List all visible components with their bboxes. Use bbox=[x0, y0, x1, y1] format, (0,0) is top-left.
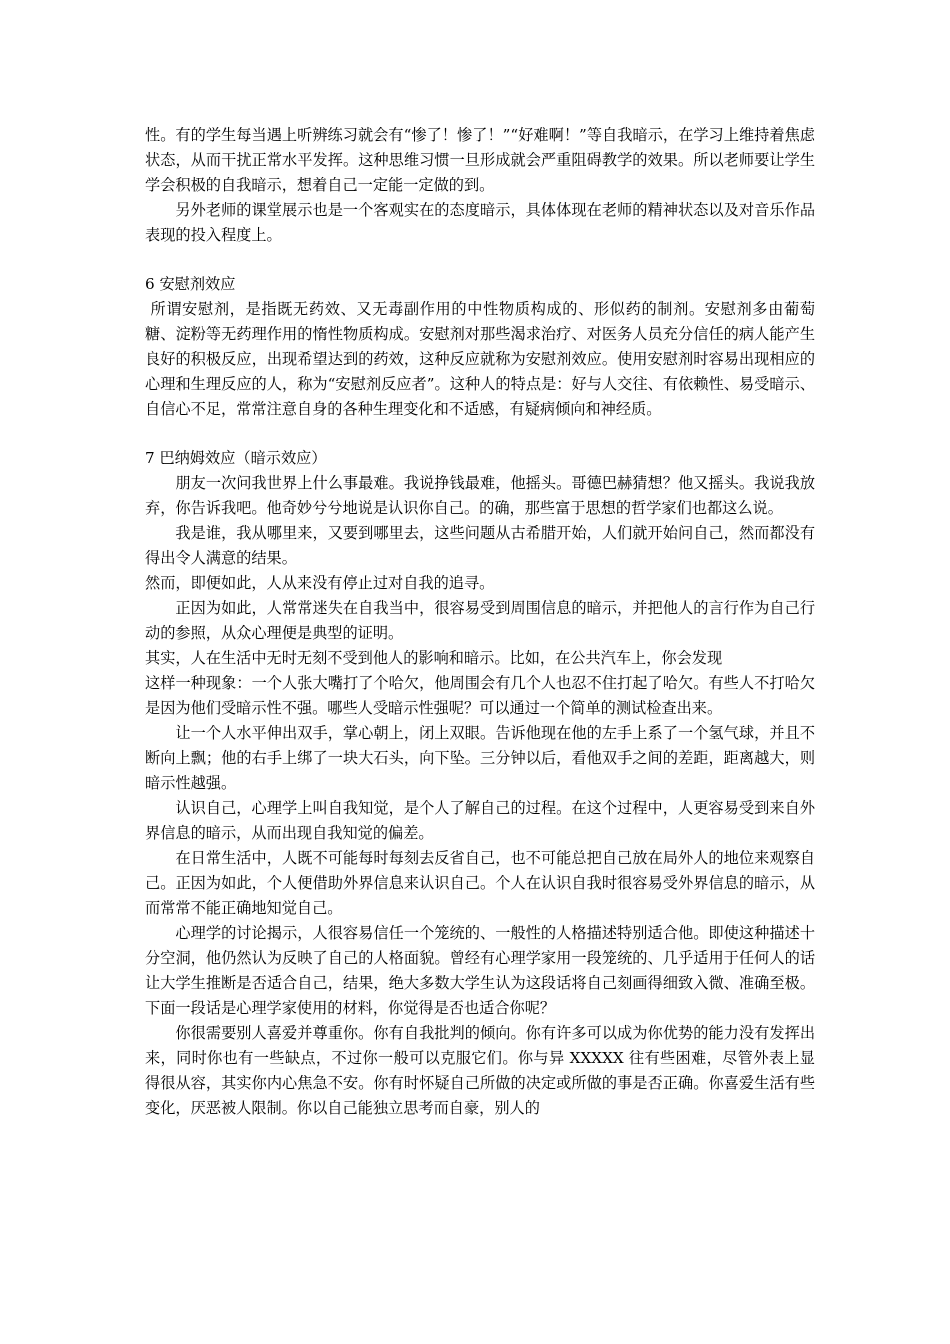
document-page bbox=[145, 123, 815, 1121]
paragraph: 朋友一次问我世界上什么事最难。我说挣钱最难，他摇头。哥德巴赫猜想？他又摇头。我说我放弃，你告诉我吧。他奇妙兮兮地说是认识你自己。的确，那些富于思想的哲学家们也都这么说。 bbox=[145, 474, 815, 517]
paragraph: 认识自己，心理学上叫自我知觉，是个人了解自己的过程。在这个过程中，人更容易受到来自外界信息的暗示，从而出现自我知觉的偏差。 bbox=[145, 799, 815, 842]
paragraph: 心理学的讨论揭示，人很容易信任一个笼统的、一般性的人格描述特别适合他。即使这种描述十分空洞，他仍然认为反映了自己的人格面貌。曾经有心理学家用一段笼统的、几乎适用于任何人的话让大学生推断是否适合自己，结果，绝大多数大学生认为这段话将自己刻画得细致入微、准确至极。下面一段话是心理学家使用的材料，你觉得是否也适合你呢？ bbox=[145, 924, 815, 1017]
paragraph: 你很需要别人喜爱并尊重你。你有自我批判的倾向。你有许多可以成为你优势的能力没有发挥出来，同时你也有一些缺点，不过你一般可以克服它们。你与异 XXXXX 往有些困难，尽管外表上显得很从容，其实你内心焦急不安。你有时怀疑自己所做的决定或所做的事是否正确。你喜爱生活有些变化，厌恶被人限制。你以自己能独立思考而自豪，别人的 bbox=[145, 1024, 815, 1117]
paragraph: 然而，即便如此，人从来没有停止过对自我的追寻。 bbox=[145, 574, 495, 592]
paragraph: 另外老师的课堂展示也是一个客观实在的态度暗示，具体体现在老师的精神状态以及对音乐作品表现的投入程度上。 bbox=[145, 201, 815, 244]
paragraph: 正因为如此，人常常迷失在自我当中，很容易受到周围信息的暗示，并把他人的言行作为自己行动的参照，从众心理便是典型的证明。 bbox=[145, 599, 815, 642]
section-heading: 7 巴纳姆效应（暗示效应） bbox=[145, 449, 327, 467]
section-heading: 6 安慰剂效应 bbox=[145, 275, 236, 293]
paragraph: 让一个人水平伸出双手，掌心朝上，闭上双眼。告诉他现在他的左手上系了一个氢气球，并且不断向上飘；他的右手上绑了一块大石头，向下坠。三分钟以后，看他双手之间的差距，距离越大，则暗示性越强。 bbox=[145, 724, 815, 792]
spacer bbox=[145, 422, 815, 446]
paragraph: 性。有的学生每当遇上听辨练习就会有“惨了！惨了！”“好难啊！”等自我暗示，在学习上维持着焦虑状态，从而干扰正常水平发挥。这种思维习惯一旦形成就会严重阻碍教学的效果。所以老师要让学生学会积极的自我暗示，想着自己一定能一定做的到。 bbox=[145, 126, 815, 194]
paragraph: 我是谁，我从哪里来，又要到哪里去，这些问题从古希腊开始，人们就开始问自己，然而都没有得出令人满意的结果。 bbox=[145, 524, 815, 567]
paragraph: 这样一种现象：一个人张大嘴打了个哈欠，他周围会有几个人也忍不住打起了哈欠。有些人不打哈欠是因为他们受暗示性不强。哪些人受暗示性强呢？可以通过一个简单的测试检查出来。 bbox=[145, 674, 815, 717]
paragraph: 所谓安慰剂，是指既无药效、又无毒副作用的中性物质构成的、形似药的制剂。安慰剂多由葡萄糖、淀粉等无药理作用的惰性物质构成。安慰剂对那些渴求治疗、对医务人员充分信任的病人能产生良好的积极反应，出现希望达到的药效，这种反应就称为安慰剂效应。使用安慰剂时容易出现相应的心理和生理反应的人，称为“安慰剂反应者”。这种人的特点是：好与人交往、有依赖性、易受暗示、自信心不足，常常注意自身的各种生理变化和不适感，有疑病倾向和神经质。 bbox=[145, 300, 816, 418]
paragraph: 其实，人在生活中无时无刻不受到他人的影响和暗示。比如，在公共汽车上，你会发现 bbox=[145, 649, 723, 667]
spacer bbox=[145, 248, 815, 272]
paragraph: 在日常生活中，人既不可能每时每刻去反省自己，也不可能总把自己放在局外人的地位来观察自己。正因为如此，个人便借助外界信息来认识自己。个人在认识自我时很容易受外界信息的暗示，从而常常不能正确地知觉自己。 bbox=[145, 849, 815, 917]
